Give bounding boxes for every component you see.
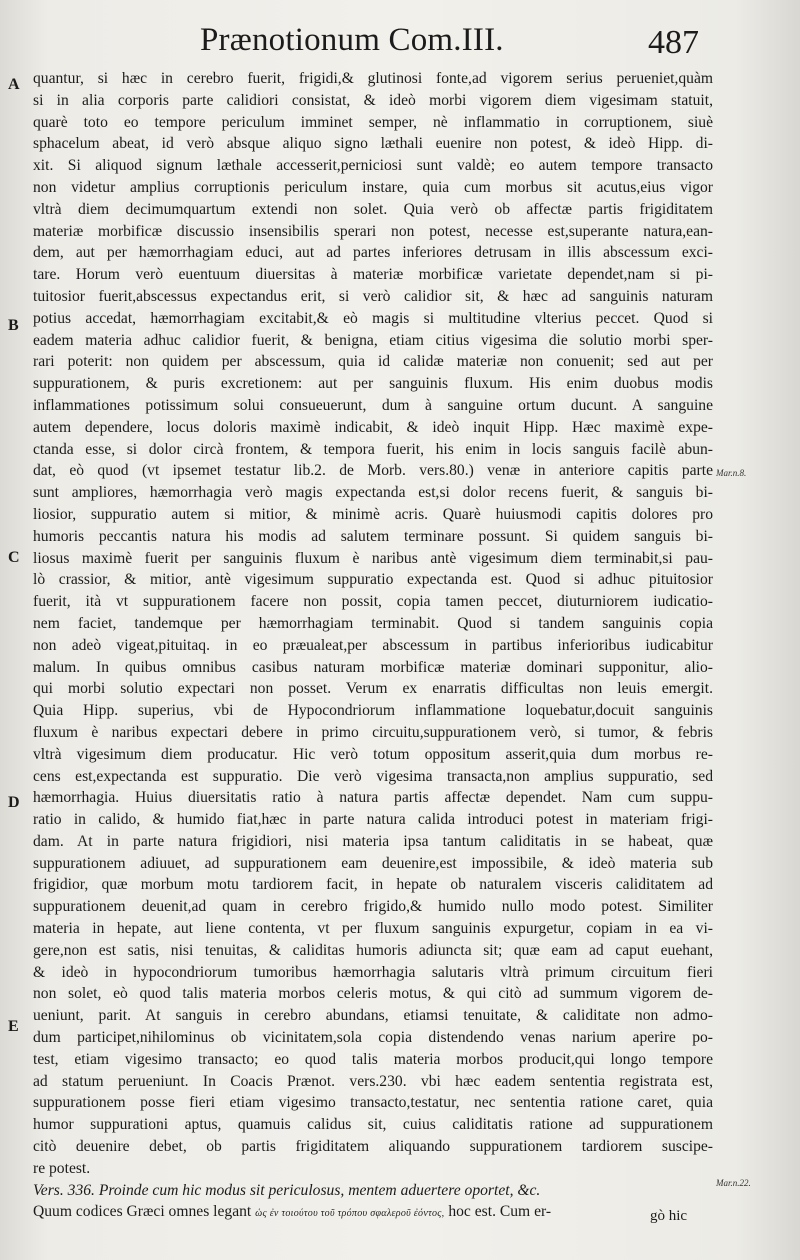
text-line: si in alia corporis parte calidiori consistat, & ideò morbi vigorem diem vigesimam statuit, (33, 91, 713, 109)
margin-note-mar-n22: Mar.n.22. (716, 1178, 751, 1188)
text-line: non solet, eò quod talis materia morbos celeris motus, & qui citò ad summum vigorem de- (33, 985, 713, 1003)
text-line: xit. Si aliquod signum læthale accesserit,perniciosi sunt valdè; eo autem tempore transacto (33, 157, 713, 175)
margin-note-mar-n8: Mar.n.8. (716, 468, 747, 478)
text-line: materiæ morbificæ discussio insensibilis sperari non potest, necesse est,superante natura,ean- (33, 222, 713, 240)
text-line: sunt ampliores, hæmorrhagia verò magis expectanda est,si dolor recens fuerit, & sanguis bi- (33, 484, 713, 502)
section-letter-d: D (8, 794, 20, 811)
text-line: hæmorrhagia. Huius diuersitatis ratio à natura partis affectæ dependet. Nam cum suppu- (33, 789, 713, 807)
text-line: ad statum perueniunt. In Coacis Prænot. vers.230. vbi hæc eadem sententia registrata est, (33, 1072, 713, 1090)
section-letter-a: A (8, 76, 20, 93)
text-line: materia in hepate, aut liene contenta, vt per fluxum sanguinis expurgetur, copiam in ea vi- (33, 920, 713, 938)
running-title: Prænotionum Com.III. (200, 22, 504, 58)
verse-label: Vers. 336. (33, 1181, 95, 1199)
text-line: fluxum è naribus expectari debere in primo circuitu,suppurationem verò, si tumor, & febris (33, 723, 713, 741)
page-number: 487 (648, 24, 699, 61)
text-line: tuitosior fuerit,abscessus expectandus erit, si verò calidior sit, & hæc ad sanguinis naturam (33, 287, 713, 305)
section-letter-b: B (8, 317, 19, 334)
text-line: dem, aut per hæmorrhagiam educi, aut ad partes inferiores detrusam in illis abscessum exci- (33, 244, 713, 262)
text-line: ratio in calido, & humido fiat,hæc in parte natura calida introduci potest in materiam frigi- (33, 811, 713, 829)
text-line: dum participet,nihilominus ob vicinitatem,sola copia distendendo venas narium aperire po- (33, 1029, 713, 1047)
text-line: sphacelum abeat, id verò absque aliquo signo læthali euenire non potest, & ideò Hipp. di- (33, 135, 713, 153)
text-line: re potest. (33, 1159, 91, 1177)
text-line: autem dependere, locus doloris maximè indicabit, & ideò inquit Hipp. Hæc maximè expe- (33, 418, 713, 436)
text-line: humoris peccantis natura his modis ad salutem terminare possunt. Si quidem sanguis bi- (33, 527, 713, 545)
text-line: non adeò vigeat,pituitaq. in eo præualeat,per abscessum in partibus inferioribus iudicabitur (33, 636, 713, 654)
greek-quotation: ὡς ἐν τοιούτου τοῦ τρόπου σφαλεροῦ ἐόντος, (255, 1208, 445, 1220)
text-line: dat, eò quod (vt ipsemet testatur lib.2. de Morb. vers.80.) venæ in anteriore capitis parte (33, 462, 713, 480)
verse-citation (33, 1180, 713, 1202)
text-line: quantur, si hæc in cerebro fuerit, frigidi,& glutinosi fonte,ad vigorem serius perueniet,quàm (33, 70, 713, 87)
text-line: potius accedat, hæmorrhagiam excitabit,& eò magis si multitudine vlterius peccet. Quod si (33, 309, 713, 327)
text-line: vltrà vigesimum diem producatur. Hic verò totum oppositum asserit,quia dum morbus re- (33, 745, 713, 763)
text-line: suppurationem posse fieri etiam vigesimo transacto,testatur, nec sententia ratione caret, quia (33, 1094, 713, 1112)
text-line: liosior, suppuratio autem si mitior, & minimè acris. Quarè huiusmodi capitis dolores pro (33, 505, 713, 523)
text-line: eadem materia adhuc calidior fuerit, & benigna, etiam citius vigesima die solutio morbi sper- (33, 331, 713, 349)
closing-line (33, 1201, 713, 1223)
text-line: gere,non est satis, nisi tenuitas, & caliditas humoris adiuncta sit; quæ eam ad caput euehant, (33, 941, 713, 959)
catchword: gò hic (650, 1208, 688, 1224)
text-line: nem faciet, tandemque per hæmorrhagiam terminabit. Quod si tandem sanguinis copia (33, 614, 713, 632)
text-line: test, etiam vigesimo transacto; eo quod talis materia morbos producit,qui longo tempore (33, 1050, 713, 1068)
text-line: Quia Hipp. superius, vbi de Hypocondriorum inflammatione loquebatur,docuit sanguinis (33, 702, 713, 720)
text-line: quarè toto eo tempore periculum imminet semper, nè inflammatio in corruptionem, siuè (33, 113, 713, 131)
verse-text: Proinde cum hic modus sit periculosus, mentem aduertere oportet, &c. (98, 1181, 541, 1199)
section-letter-e: E (8, 1018, 19, 1035)
text-line: suppurationem deuenit,ad quam in cerebro frigido,& humido nullo modo potest. Similiter (33, 898, 713, 916)
text-line: non videtur amplius corruptionis periculum instare, quia cum morbus sit acutus,eius vigor (33, 178, 713, 196)
text-line: frigidior, quæ morbum motu tardiorem facit, in hepate ob naturalem visceris caliditatem ad (33, 876, 713, 894)
body-text (33, 68, 713, 1223)
text-line: fuerit, ità vt suppurationem facere non possit, copia tamen peccet, diuturniorem iudicatio- (33, 593, 713, 611)
text-line: dam. At in parte natura frigidiori, nisi materia ipsa tantum caliditatis in se habeat, quæ (33, 832, 713, 850)
text-line: ctanda esse, si dolor circà frontem, & tempora fuerit, his enim in locis sanguis facilè abun- (33, 440, 713, 458)
text-line: humor suppurationi aptus, quamuis calidus sit, cuius caliditatis ratione ad suppurationem (33, 1116, 713, 1134)
closing-text-before-greek: Quum codices Græci omnes legant (33, 1203, 252, 1221)
text-line: citò deuenire debet, ob partis frigiditatem aliquando suppurationem tardiorem suscipe- (33, 1138, 713, 1156)
text-line: tare. Horum verò euentuum diuersitas à materiæ morbificæ varietate dependet,nam si pi- (33, 266, 713, 284)
text-line: suppurationem, & puris excretionem: aut per sanguinis fluxum. His enim duobus modis (33, 375, 713, 393)
text-line: lò crassior, & mitior, antè vigesimum suppuratio expectanda est. Quod si adhuc pituitosior (33, 571, 713, 589)
text-line: vltrà diem decimumquartum extendi non solet. Quia verò ob affectæ partis frigiditatem (33, 200, 713, 218)
page-header (0, 14, 800, 64)
text-line: inflammationes potissimum solui consueuerunt, dum à sanguine ortum ducunt. A sanguine (33, 396, 713, 414)
text-line: liosus maximè fuerit per sanguinis fluxum è naribus antè vigesimum diem terminabit,si pau- (33, 549, 713, 567)
text-line: qui morbi solutio expectari non posset. Verum ex enarratis difficultas non leuis emergit. (33, 680, 713, 698)
text-line: suppurationem adiuuet, ad suppurationem eam deuenire,est impossibile, & ideò materia sub (33, 854, 713, 872)
text-line: ueniunt, parit. At sanguis in cerebro abundans, etiamsi tenuitate, & caliditate non admo- (33, 1007, 713, 1025)
text-line: & ideò in hypocondriorum tumoribus hæmorrhagia salutaris vltrà primum circuitum fieri (33, 963, 713, 981)
text-line: cens est,expectanda est suppuratio. Die verò vigesima transacta,non amplius suppuratio, sed (33, 767, 713, 785)
closing-text-after-greek: hoc est. Cum er- (448, 1203, 552, 1221)
section-letter-c: C (8, 549, 20, 566)
text-line: rari poterit: non quidem per abscessum, quia id calidæ materiæ non conuenit; sed aut per (33, 353, 713, 371)
text-line: malum. In quibus omnibus casibus naturam morbificæ materiæ dominari supponitur, alio- (33, 658, 713, 676)
